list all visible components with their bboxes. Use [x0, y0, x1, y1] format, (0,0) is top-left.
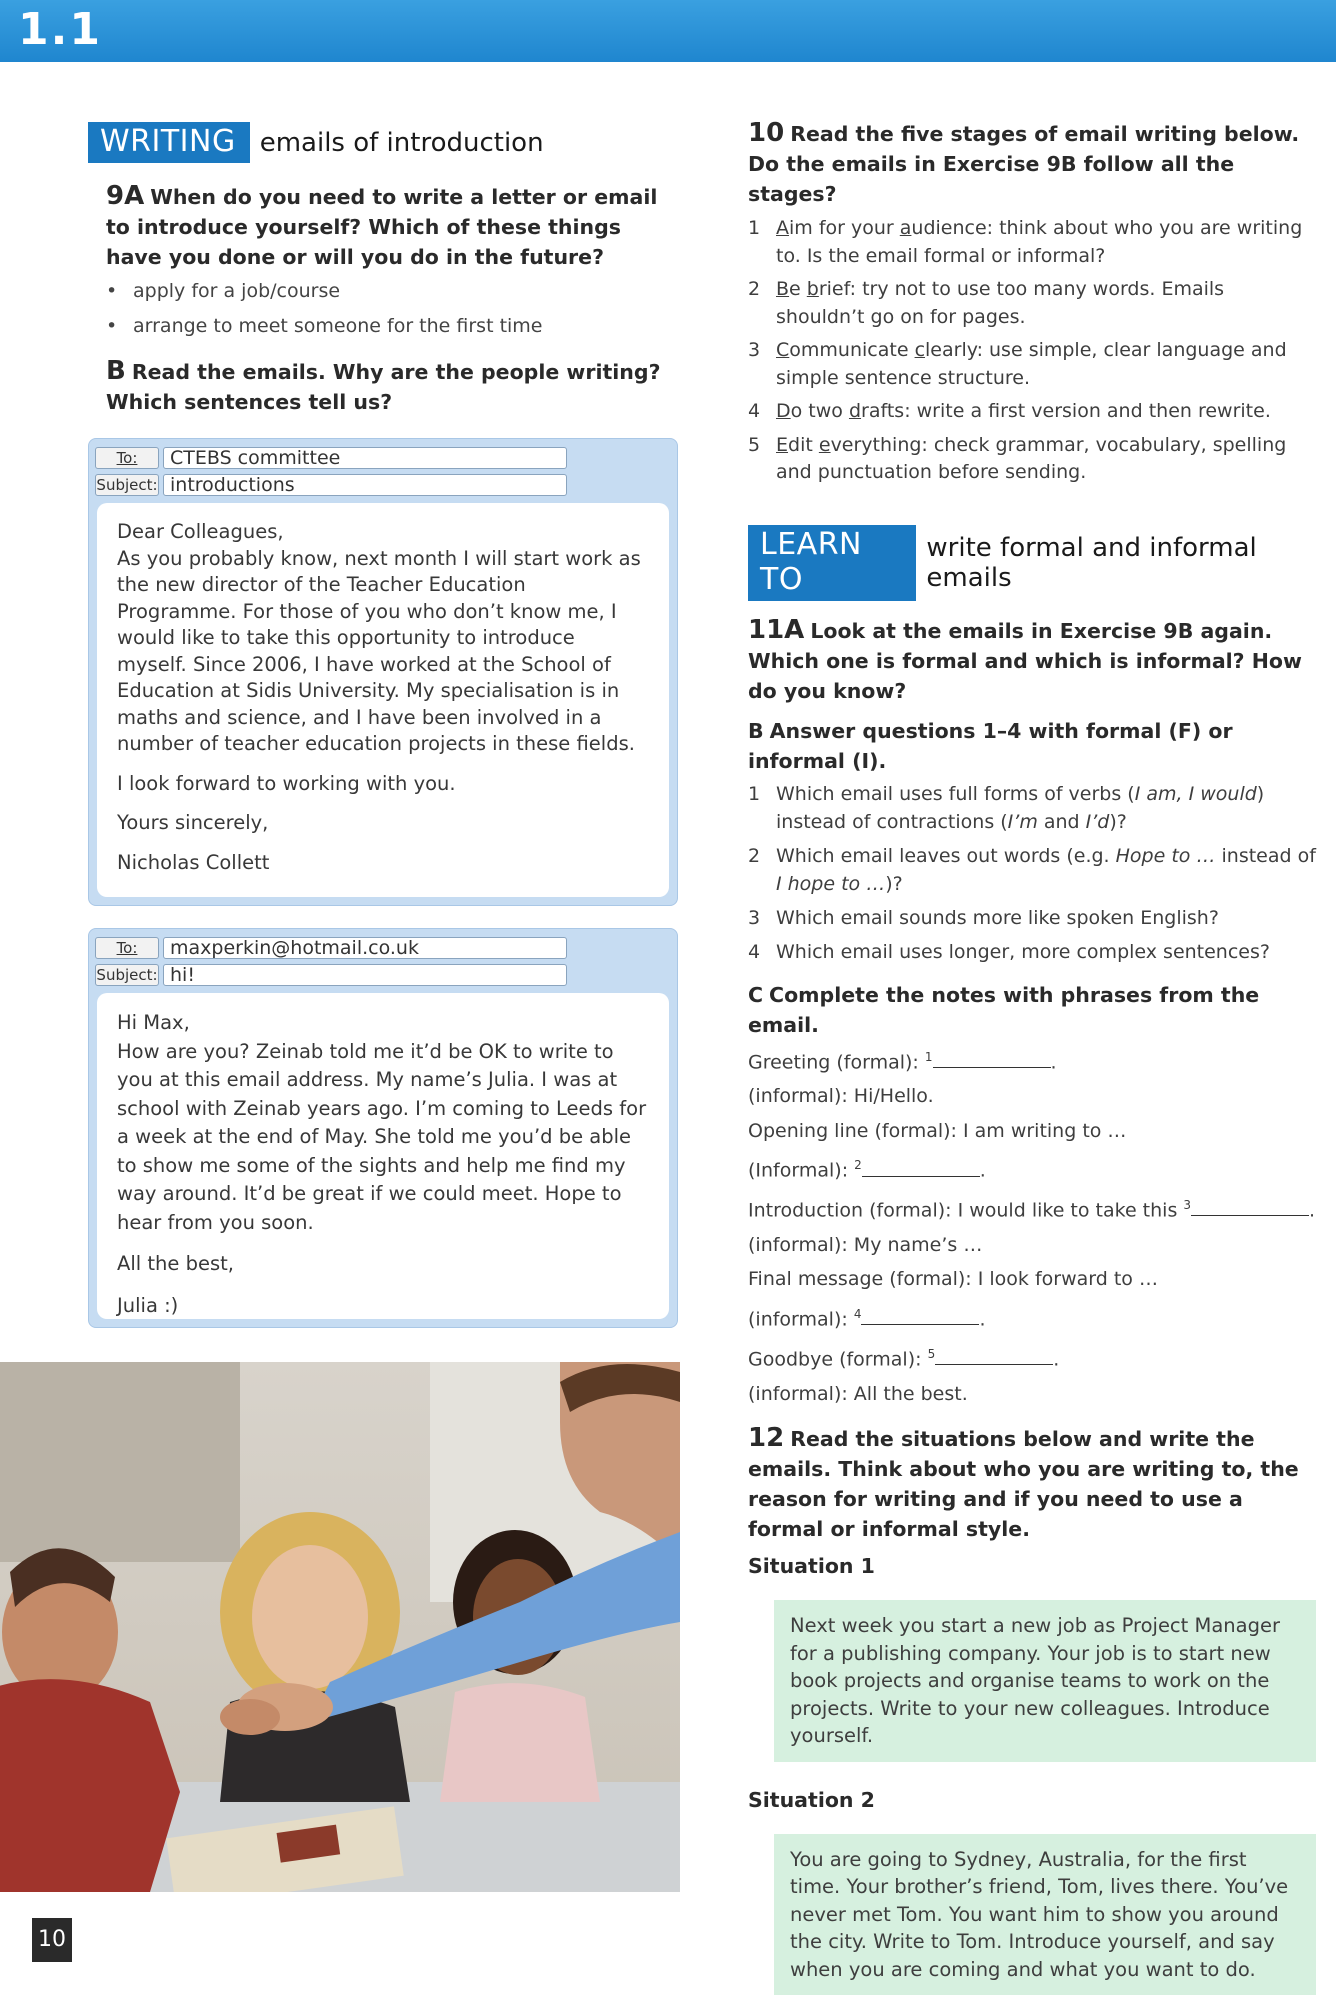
stage-part: e	[789, 278, 807, 300]
stage-number: 1	[748, 217, 761, 239]
stage-number: 4	[748, 400, 761, 422]
exercise-9a-number: 9A	[106, 181, 145, 211]
email-sender-name: Julia :)	[117, 1293, 179, 1317]
note-text: Introduction (formal): I would like to take this	[748, 1199, 1184, 1222]
gap-number: 4	[853, 1306, 862, 1321]
question-part: I’d	[1085, 810, 1110, 833]
exercise-12-number: 12	[748, 1423, 785, 1454]
email-formal	[88, 438, 678, 906]
gap-number: 1	[924, 1049, 933, 1064]
exercise-11c	[748, 980, 1316, 1040]
to-label: To:	[95, 447, 159, 469]
learn-to-banner	[748, 525, 1316, 601]
question-item	[748, 904, 1316, 932]
stage-initial: B	[776, 278, 790, 300]
unit-header-bar	[0, 0, 1336, 62]
exercise-11c-number: C	[748, 982, 764, 1007]
stage-initial: A	[776, 217, 789, 239]
stage-text	[776, 215, 1316, 270]
note-line: Opening line (formal): I am writing to …	[748, 1119, 1127, 1142]
email-to-row	[95, 937, 567, 959]
notes-list	[748, 1040, 1316, 1412]
question-number: 2	[748, 844, 761, 867]
situation-2-label: Situation 2	[748, 1787, 875, 1812]
to-field: CTEBS committee	[163, 447, 567, 469]
question-part: I’m	[1007, 810, 1038, 833]
stage-initial: c	[914, 339, 926, 361]
exercise-11b-questions	[748, 780, 1316, 966]
question-item	[748, 842, 1316, 898]
question-part: ) instead of contractions (	[776, 782, 1265, 833]
gap-blank[interactable]	[862, 1159, 980, 1177]
note-line: Greeting (formal): $^1$ .	[748, 1049, 1057, 1073]
stage-initial: d	[848, 400, 862, 422]
left-column	[88, 122, 678, 417]
email-paragraph: As you probably know, next month I will start work as the new director of the Teacher Education Programme. For those of you who don’t know me, I would like to take this opportunity to introduce myself. Since 2006, I have worked at the School of Education at Sidis University. My specialisation is in maths and science, and I have been involved in a number of teacher education projects in these fields.	[117, 546, 641, 755]
exercise-11b-number: B	[748, 718, 764, 743]
gap-number: 3	[1183, 1198, 1192, 1213]
stage-text	[776, 276, 1316, 331]
exercise-11b	[748, 716, 1316, 776]
note-text: Greeting (formal):	[748, 1050, 925, 1073]
note-line: Goodbye (formal): $^5$ .	[748, 1346, 1060, 1371]
stage-number: 3	[748, 339, 761, 361]
question-number: 1	[748, 782, 761, 805]
note-text: (informal):	[748, 1308, 854, 1331]
bullet-item: • apply for a job/course	[106, 274, 678, 309]
email-stages-list	[748, 215, 1316, 487]
stage-number: 5	[748, 433, 761, 456]
exercise-11c-text: Complete the notes with phrases from the email.	[748, 982, 1260, 1037]
stage-part: udience: think about who you are writing to. Is the email formal or informal?	[776, 217, 1303, 267]
right-column	[748, 118, 1316, 1995]
email-signoff: All the best,	[117, 1252, 234, 1275]
gap-number: 5	[927, 1346, 936, 1361]
gap-blank[interactable]	[933, 1050, 1051, 1068]
bullet-item: • arrange to meet someone for the first time	[106, 309, 678, 344]
note-line: (informal): Hi/Hello.	[748, 1085, 934, 1108]
page-number: 10	[32, 1918, 72, 1962]
stage-part: rafts: write a first version and then rewrite.	[861, 400, 1271, 422]
email-paragraph: How are you? Zeinab told me it’d be OK to write to you at this email address. My name’s Julia. I was at school with Zeinab years ago. I’m coming to Leeds for a week at the end of May. She told me you’d be able to show me some of the sights and help me find my way around. It’d be great if we could meet. Hope to hear from you soon.	[117, 1039, 647, 1234]
email-body	[97, 503, 669, 897]
stage-item	[748, 215, 1316, 270]
writing-banner-box: WRITING	[88, 122, 250, 163]
stage-part: dit	[788, 433, 819, 456]
exercise-9b-number: B	[106, 356, 126, 386]
note-line: (informal): $^4$ .	[748, 1306, 986, 1331]
exercise-12-text: Read the situations below and write the emails. Think about who you are writing to, the reason for writing and if you need to use a formal or informal style.	[748, 1427, 1299, 1542]
note-text: (Informal):	[748, 1159, 855, 1182]
question-item	[748, 780, 1316, 836]
question-part: Which email uses full forms of verbs (	[776, 782, 1135, 805]
exercise-10-number: 10	[748, 118, 785, 148]
question-text: Which email sounds more like spoken English?	[776, 906, 1219, 929]
exercise-10-text: Read the five stages of email writing below. Do the emails in Exercise 9B follow all the stages?	[748, 122, 1300, 206]
stage-initial: D	[776, 400, 791, 422]
question-number: 4	[748, 940, 761, 963]
email-to-row	[95, 447, 567, 469]
stage-initial: e	[818, 433, 831, 456]
stage-initial: b	[806, 278, 819, 300]
email-greeting: Dear Colleagues,	[117, 520, 284, 543]
stage-text	[776, 337, 1316, 392]
unit-number: 1.1	[18, 4, 102, 55]
email-informal	[88, 928, 678, 1328]
stage-initial: a	[899, 217, 912, 239]
handshake-photo	[0, 1362, 680, 1892]
email-subject-row	[95, 474, 567, 496]
subject-field: introductions	[163, 474, 567, 496]
stage-part: learly: use simple, clear language and simple sentence structure.	[776, 339, 1287, 389]
writing-banner	[88, 122, 678, 163]
exercise-9a-bullets	[88, 274, 678, 344]
exercise-9a	[88, 181, 678, 272]
question-part: )?	[1109, 810, 1127, 833]
gap-blank[interactable]	[861, 1307, 979, 1325]
learn-to-banner-text: write formal and informal emails	[926, 532, 1257, 593]
gap-blank[interactable]	[935, 1347, 1053, 1365]
email-body	[97, 993, 669, 1319]
exercise-11a	[748, 615, 1316, 706]
situation-1-label: Situation 1	[748, 1554, 875, 1579]
exercise-9b	[88, 356, 678, 417]
question-part: I am, I would	[1134, 782, 1257, 805]
exercise-9a-text: When do you need to write a letter or email to introduce yourself? Which of these things have you done or will you do in the future?	[106, 185, 658, 269]
note-line: (Informal): $^2$ .	[748, 1158, 986, 1182]
exercise-11a-number: 11A	[748, 614, 805, 645]
exercise-12	[748, 1423, 1316, 1544]
question-part: I hope to …	[776, 872, 886, 895]
stage-item	[748, 398, 1316, 426]
stage-initial: E	[776, 433, 789, 456]
email-sender-name: Nicholas Collett	[117, 850, 270, 874]
stage-part: verything: check grammar, vocabulary, spelling and punctuation before sending.	[776, 433, 1287, 483]
note-text: Goodbye (formal):	[748, 1348, 928, 1371]
situation-2-box: You are going to Sydney, Australia, for the first time. Your brother’s friend, Tom, lives there. You’ve never met Tom. You want him to show you around the city. Write to Tom. Introduce yourself, and say when you are coming and what you want to do.	[774, 1834, 1316, 1996]
question-text: Which email uses longer, more complex sentences?	[776, 940, 1270, 963]
stage-item	[748, 276, 1316, 331]
subject-label: Subject:	[96, 476, 158, 494]
question-item	[748, 938, 1316, 966]
gap-number: 2	[854, 1158, 862, 1173]
note-line: Introduction (formal): I would like to take this $^3$ .	[748, 1198, 1316, 1222]
stage-initial: C	[776, 339, 790, 361]
question-part: )?	[885, 872, 903, 895]
situation-1-box: Next week you start a new job as Project Manager for a publishing company. Your job is to start new book projects and organise teams to work on the projects. Write to your new colleagues. Introduce yourself.	[774, 1600, 1316, 1762]
email-greeting: Hi Max,	[117, 1011, 190, 1034]
exercise-10	[748, 118, 1316, 209]
to-field: maxperkin@hotmail.co.uk	[163, 937, 567, 959]
stage-part: o two	[790, 400, 849, 422]
question-number: 3	[748, 906, 761, 929]
note-line: (informal): My name’s …	[748, 1233, 983, 1256]
to-label: To:	[95, 937, 159, 959]
learn-to-banner-box: LEARN TO	[748, 525, 916, 601]
note-line: (informal): All the best.	[748, 1382, 968, 1405]
subject-label: Subject:	[96, 966, 158, 984]
email-signoff: Yours sincerely,	[117, 811, 269, 834]
stage-text	[776, 398, 1316, 426]
stage-number: 2	[748, 278, 761, 300]
stage-part: ommunicate	[789, 339, 915, 361]
email-closing-line: I look forward to working with you.	[117, 771, 456, 795]
question-part: Which email leaves out words (e.g.	[776, 844, 1116, 867]
stage-item	[748, 432, 1316, 487]
question-part: Hope to …	[1115, 844, 1216, 867]
gap-blank[interactable]	[1191, 1198, 1309, 1216]
email-subject-row	[95, 964, 567, 986]
subject-field: hi!	[163, 964, 567, 986]
question-text	[776, 780, 1316, 836]
exercise-11b-text: Answer questions 1–4 with formal (F) or informal (I).	[748, 718, 1233, 773]
question-part: instead of	[1215, 844, 1316, 867]
handshake-photo-illustration	[0, 1362, 680, 1892]
stage-part: rief: try not to use too many words. Emails shouldn’t go on for pages.	[776, 278, 1225, 328]
question-part: and	[1037, 810, 1086, 833]
exercise-11a-text: Look at the emails in Exercise 9B again. Which one is formal and which is informal? How do you know?	[748, 618, 1302, 703]
exercise-9b-text: Read the emails. Why are the people writing? Which sentences tell us?	[106, 360, 661, 414]
stage-text	[776, 432, 1316, 487]
stage-item	[748, 337, 1316, 392]
note-line: Final message (formal): I look forward to …	[748, 1268, 1158, 1291]
writing-banner-text: emails of introduction	[259, 127, 544, 158]
question-text	[776, 842, 1316, 898]
stage-part: im for your	[789, 217, 900, 239]
